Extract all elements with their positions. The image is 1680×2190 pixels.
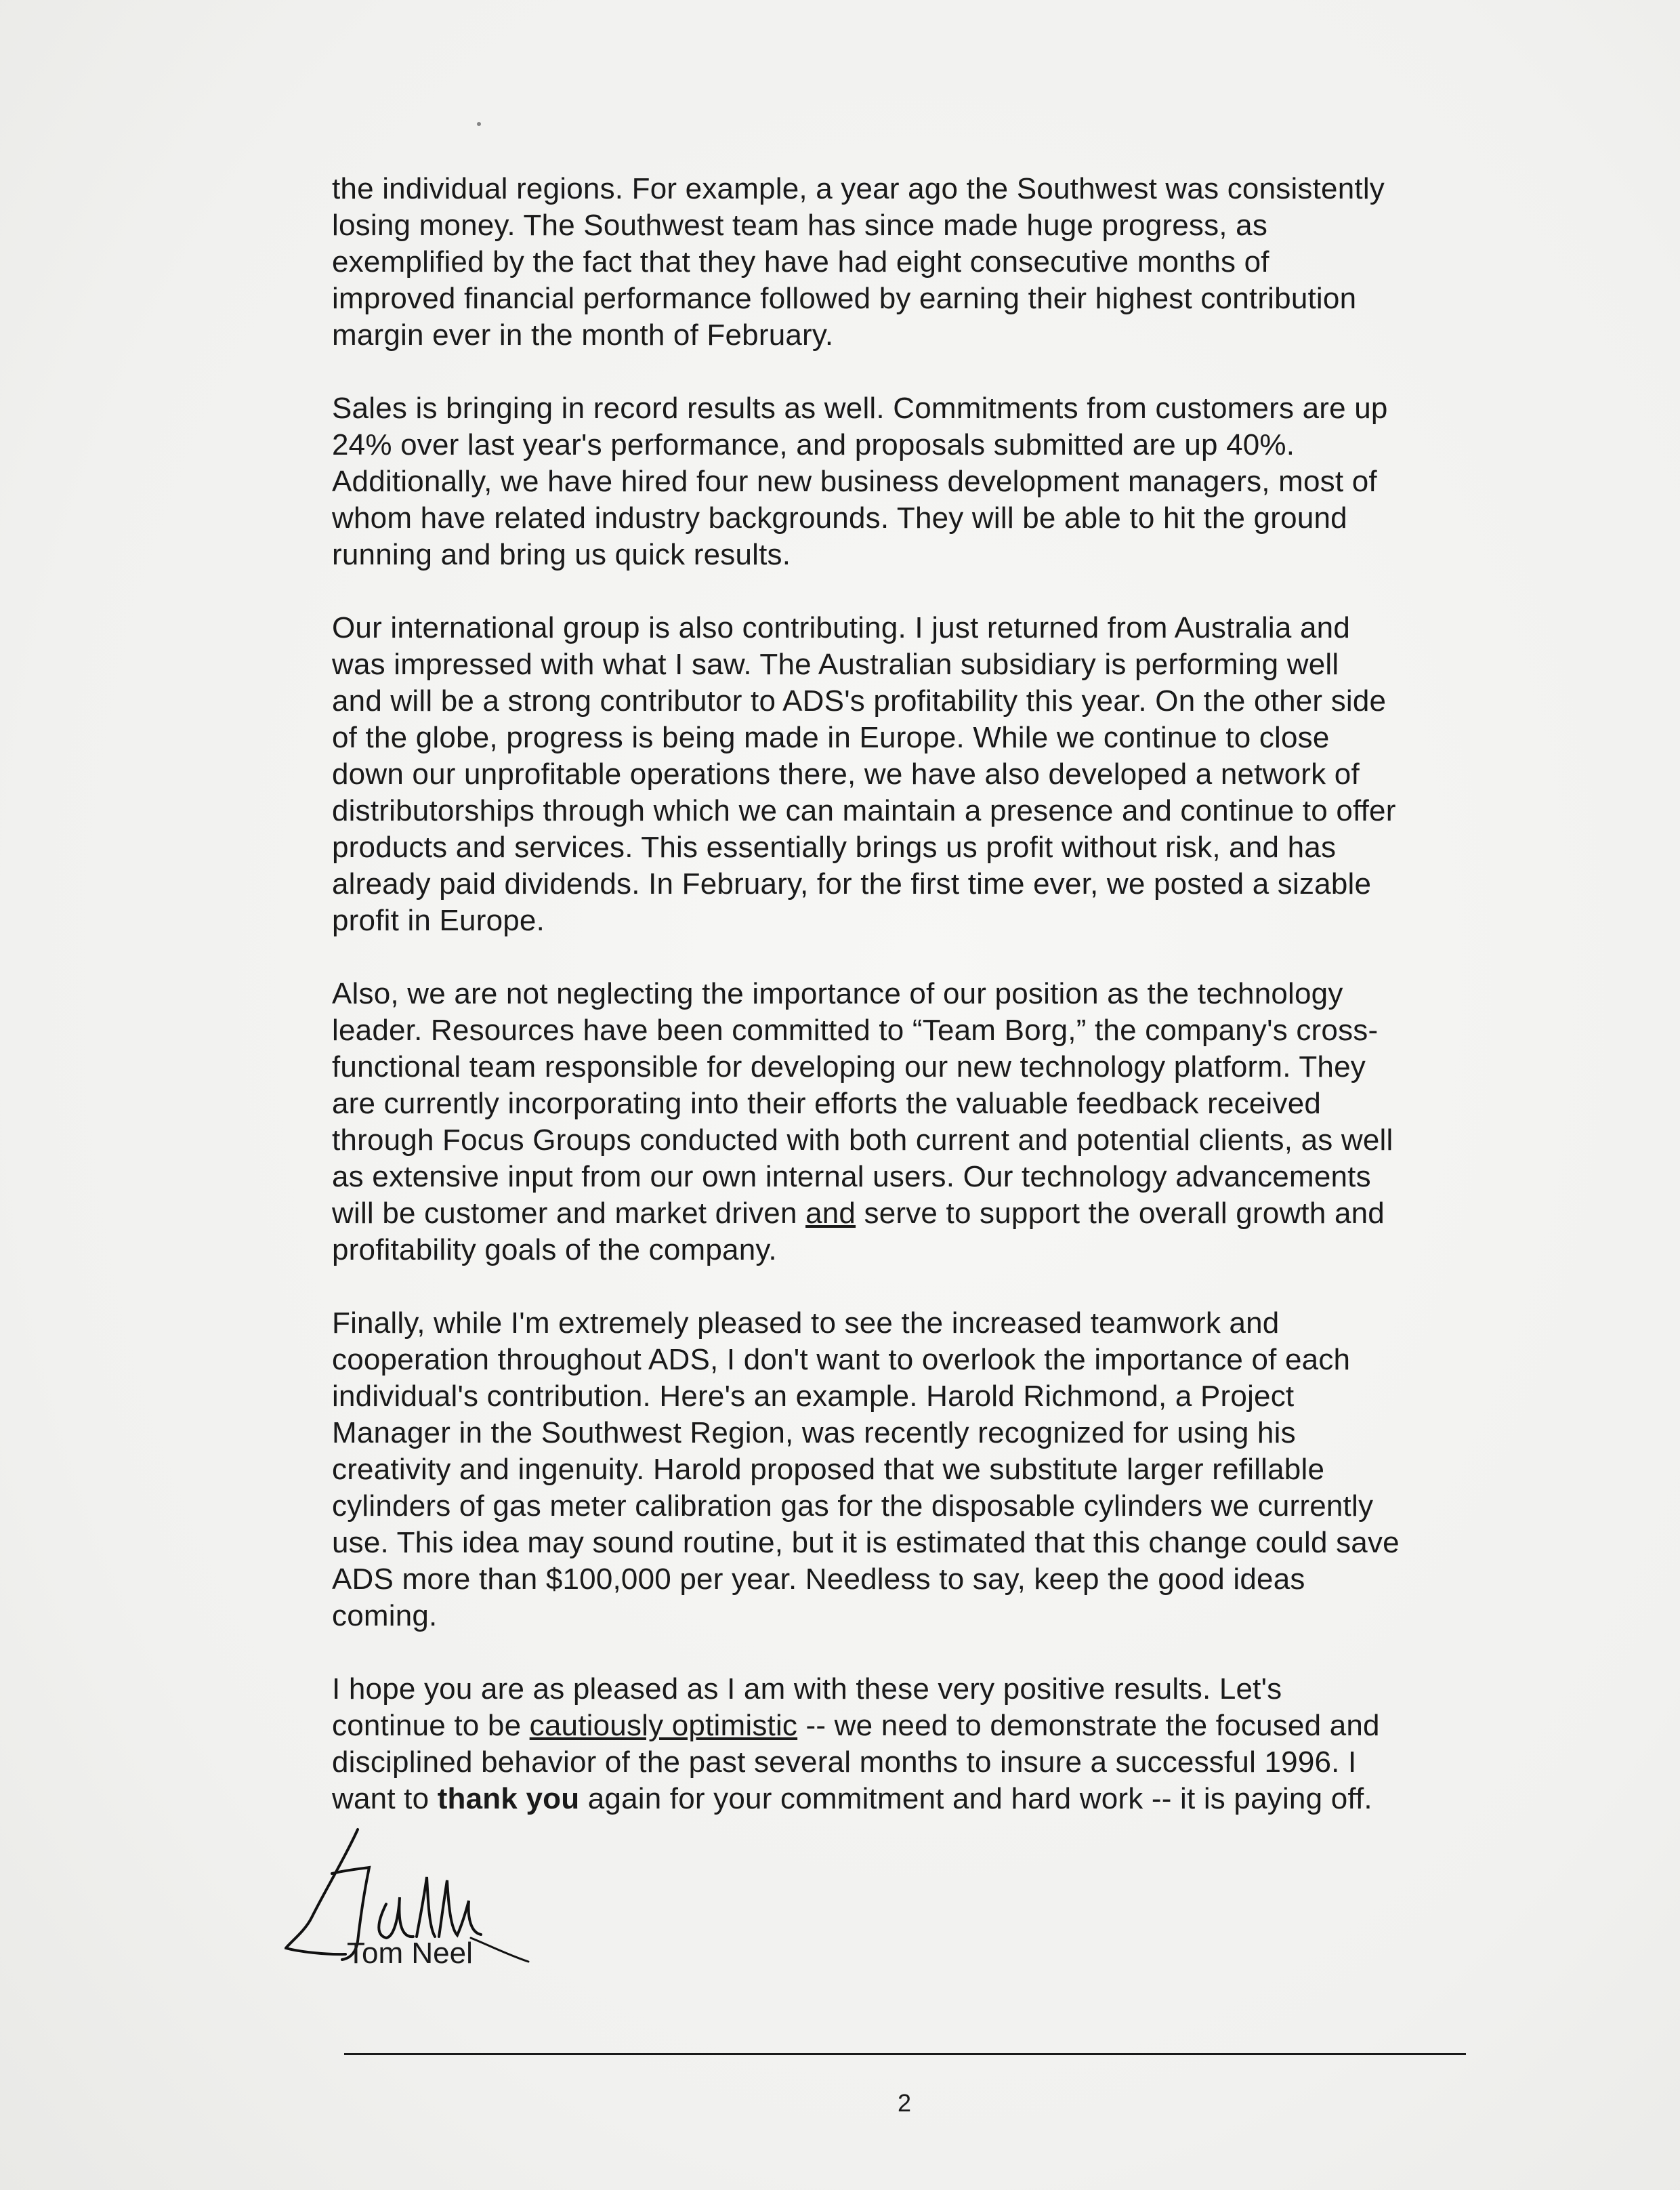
bold-phrase: thank you: [437, 1782, 580, 1815]
text-line: losing money. The Southwest team has since made huge progress, as: [332, 209, 1268, 242]
paragraph-technology: [332, 976, 1470, 1268]
text-line: profit in Europe.: [332, 904, 545, 937]
text-line: of the globe, progress is being made in Europe. While we continue to close: [332, 721, 1330, 754]
text-line: running and bring us quick results.: [332, 538, 791, 571]
scan-speck: [477, 122, 481, 126]
text-line: down our unprofitable operations there, we have also developed a network of: [332, 758, 1360, 791]
text-line: coming.: [332, 1599, 438, 1632]
text-run: want to: [332, 1782, 438, 1815]
text-line: distributorships through which we can maintain a presence and continue to offer: [332, 794, 1396, 827]
underlined-word: and: [805, 1197, 856, 1230]
paragraph-individual-contribution: [332, 1305, 1470, 1634]
text-run: serve to support the overall growth and: [856, 1197, 1385, 1230]
text-line: exemplified by the fact that they have had eight consecutive months of: [332, 245, 1269, 278]
text-line: I hope you are as pleased as I am with these very positive results. Let's: [332, 1672, 1282, 1706]
text-line: Finally, while I'm extremely pleased to see the increased teamwork and: [332, 1306, 1280, 1340]
underlined-phrase: cautiously optimistic: [529, 1709, 798, 1742]
text-line: products and services. This essentially brings us profit without risk, and has: [332, 831, 1337, 864]
text-line: ADS more than $100,000 per year. Needless to say, keep the good ideas: [332, 1563, 1305, 1596]
text-line: Also, we are not neglecting the importance of our position as the technology: [332, 977, 1343, 1010]
text-line: whom have related industry backgrounds. They will be able to hit the ground: [332, 501, 1347, 535]
text-line: use. This idea may sound routine, but it is estimated that this change could save: [332, 1526, 1400, 1559]
text-run: again for your commitment and hard work -- it is paying off.: [579, 1782, 1372, 1815]
text-line: [332, 1781, 1470, 1817]
text-line: through Focus Groups conducted with both current and potential clients, as well: [332, 1123, 1393, 1157]
text-line: are currently incorporating into their efforts the valuable feedback received: [332, 1087, 1322, 1120]
text-line: the individual regions. For example, a year ago the Southwest was consistently: [332, 172, 1385, 205]
text-line: 24% over last year's performance, and proposals submitted are up 40%.: [332, 428, 1295, 461]
text-line: improved financial performance followed by earning their highest contribution: [332, 282, 1357, 315]
text-line: and will be a strong contributor to ADS's profitability this year. On the other side: [332, 684, 1387, 718]
text-line: margin ever in the month of February.: [332, 318, 834, 352]
text-line: disciplined behavior of the past several months to insure a successful 1996. I: [332, 1745, 1357, 1779]
text-line: Our international group is also contributing. I just returned from Australia and: [332, 611, 1351, 644]
text-line: functional team responsible for developing our new technology platform. They: [332, 1050, 1366, 1083]
page-number: 2: [897, 2089, 912, 2117]
text-run: -- we need to demonstrate the focused and: [797, 1709, 1380, 1742]
letter-body: [332, 171, 1470, 1854]
paragraph-closing: [332, 1671, 1470, 1817]
text-line: Sales is bringing in record results as well. Commitments from customers are up: [332, 392, 1388, 425]
text-line: individual's contribution. Here's an example. Harold Richmond, a Project: [332, 1380, 1295, 1413]
text-line: profitability goals of the company.: [332, 1233, 777, 1266]
text-line: Additionally, we have hired four new business development managers, most of: [332, 465, 1377, 498]
text-line: cooperation throughout ADS, I don't want to overlook the importance of each: [332, 1343, 1351, 1376]
paragraph-regional-progress: [332, 171, 1470, 354]
text-run: will be customer and market driven: [332, 1197, 806, 1230]
text-line: cylinders of gas meter calibration gas for the disposable cylinders we currently: [332, 1489, 1374, 1523]
paragraph-international: [332, 610, 1470, 939]
footer-divider: [344, 2053, 1466, 2055]
paragraph-sales: [332, 390, 1470, 573]
text-line: leader. Resources have been committed to “Team Borg,” the company's cross-: [332, 1014, 1379, 1047]
text-line: [332, 1708, 1470, 1744]
text-line: creativity and ingenuity. Harold proposed that we substitute larger refillable: [332, 1453, 1325, 1486]
text-line: was impressed with what I saw. The Australian subsidiary is performing well: [332, 648, 1339, 681]
text-run: continue to be: [332, 1709, 530, 1742]
text-line: Manager in the Southwest Region, was recently recognized for using his: [332, 1416, 1296, 1449]
text-line: as extensive input from our own internal users. Our technology advancements: [332, 1160, 1371, 1193]
text-line: [332, 1195, 1470, 1232]
text-line: already paid dividends. In February, for the first time ever, we posted a sizable: [332, 867, 1372, 901]
signer-name: Tom Neel: [347, 1937, 473, 1970]
